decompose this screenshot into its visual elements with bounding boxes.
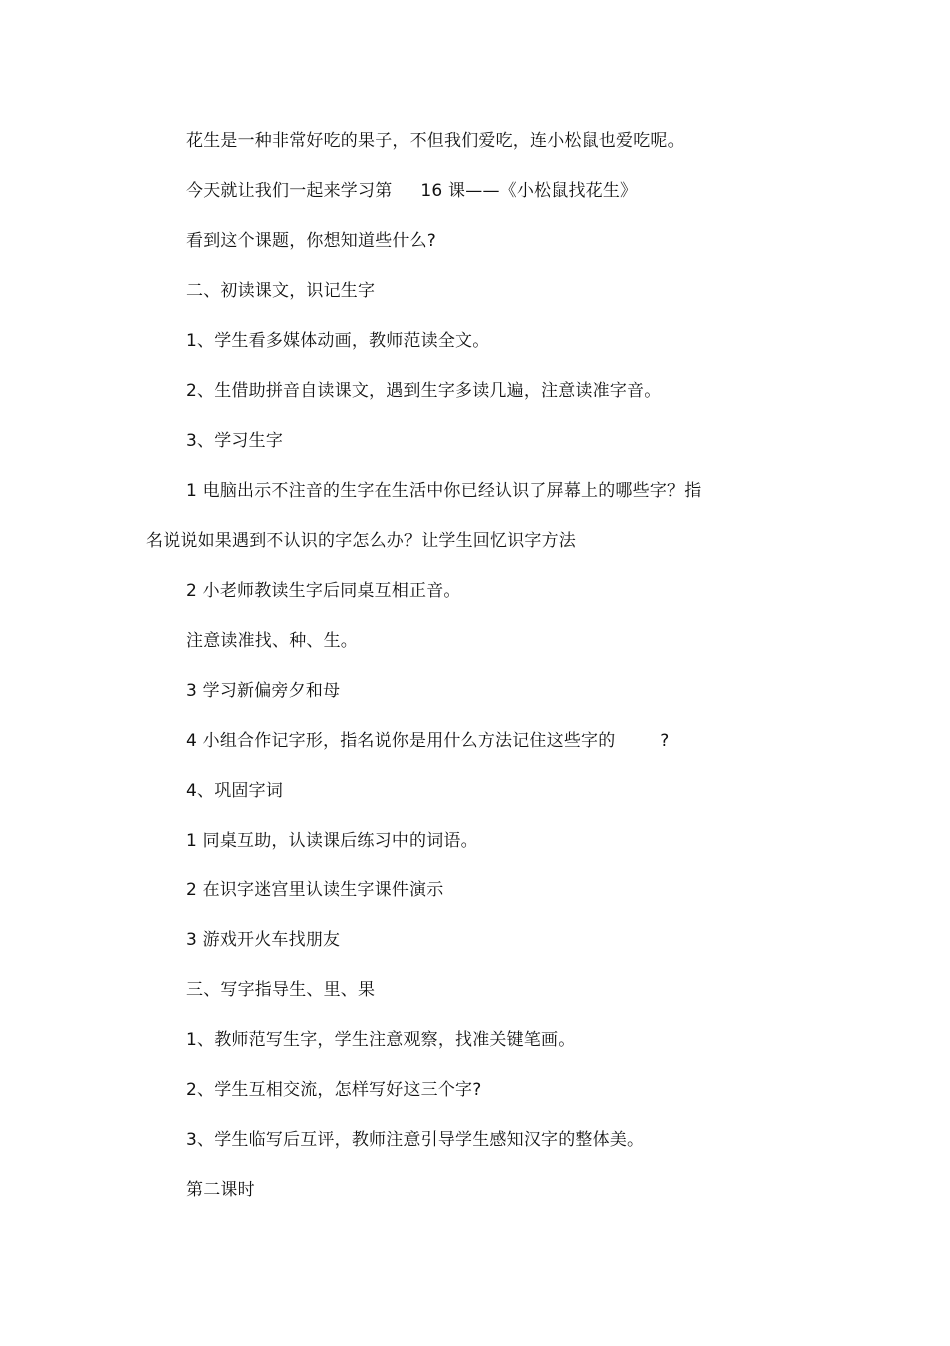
text-line-14: 4、巩固字词: [186, 781, 284, 801]
text-line-11: 注意读准找、种、生。: [186, 631, 358, 651]
text-line-20: 2、学生互相交流，怎样写好这三个字?: [186, 1080, 482, 1100]
section-heading-3: 第二课时: [186, 1180, 255, 1200]
text-line-8: 1 电脑出示不注音的生字在生活中你已经认识了屏幕上的哪些字？指: [186, 481, 702, 501]
section-heading-1: 二、初读课文，识记生字: [186, 281, 376, 301]
text-line-7: 3、学习生字: [186, 431, 284, 451]
text-line-9: 名说说如果遇到不认识的字怎么办？让学生回忆识字方法: [146, 531, 576, 551]
text-line-10: 2 小老师教读生字后同桌互相正音。: [186, 581, 461, 601]
text-line-5: 1、学生看多媒体动画，教师范读全文。: [186, 331, 490, 351]
section-heading-2: 三、写字指导生、里、果: [186, 980, 376, 1000]
text-line-6: 2、生借助拼音自读课文，遇到生字多读几遍，注意读准字音。: [186, 381, 662, 401]
text-line-3: 看到这个课题，你想知道些什么?: [186, 231, 437, 251]
text-line-21: 3、学生临写后互评，教师注意引导学生感知汉字的整体美。: [186, 1130, 645, 1150]
text-line-16: 2 在识字迷宫里认读生字课件演示: [186, 880, 444, 900]
text-line-13: 4 小组合作记字形，指名说你是用什么方法记住这些字的 ?: [186, 731, 670, 751]
text-line-19: 1、教师范写生字，学生注意观察，找准关键笔画。: [186, 1030, 576, 1050]
text-line-2: 今天就让我们一起来学习第 16 课——《小松鼠找花生》: [186, 181, 638, 201]
text-line-15: 1 同桌互助，认读课后练习中的词语。: [186, 831, 478, 851]
text-line-17: 3 游戏开火车找朋友: [186, 930, 341, 950]
text-line-12: 3 学习新偏旁夕和母: [186, 681, 341, 701]
text-line-1: 花生是一种非常好吃的果子，不但我们爱吃，连小松鼠也爱吃呢。: [186, 131, 685, 151]
